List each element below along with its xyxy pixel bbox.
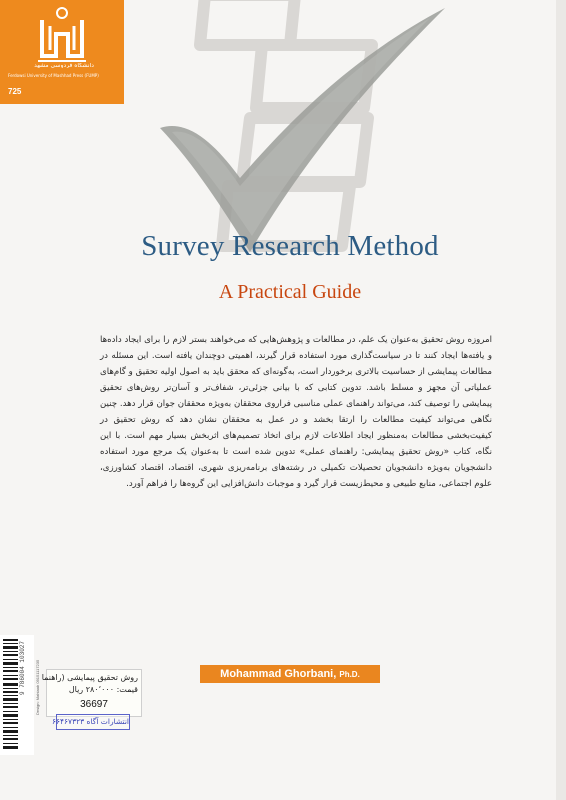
author-degree: Ph.D. bbox=[339, 670, 360, 679]
author-banner bbox=[200, 665, 380, 683]
bookshop-stamp: انتشارات آگاه ۶۶۴۶۷۳۲۳ bbox=[56, 714, 130, 730]
book-description: امروزه روش تحقیق به‌عنوان یک علم، در مطالعات و پژوهش‌هایی که می‌خواهند بستر لازم را برای ایجاد داده‌ها و یافته‌ها ایجاد کنند تا در سیاست‌گذاری مورد استفاده قرار گیرند، اهمیتی دوچندان یافته است. این مسئله در مطالعات پیمایشی از حساسیت بالاتری برخوردار است، به‌گونه‌ای که محقق باید به اصول اولیه تحقیق و گام‌های عملیاتی آن مجهز و مسلط باشد. تدوین کتابی که با بیانی جزئی‌تر، شفاف‌تر و آسان‌تر روش‌های تحقیق پیمایشی را توصیف کند، می‌تواند راهنمای عملی مناسبی فراروی محققان به‌ویژه محققان جوان قرار دهد. چنین نگاهی می‌تواند کیفیت مطالعات را ارتقا بخشد و در عمل به محققان نشان دهد که روش تحقیق در کیفیت‌بخشی مطالعات به‌منظور ایجاد اطلاعات لازم برای اتخاذ تصمیم‌های اثربخش بسیار مهم است. با این نگاه، کتاب «روش تحقیق پیمایشی: راهنمای عملی» تدوین شده است تا به‌عنوان یک مرجع مورد استفاده دانشجویان به‌ویژه دانشجویان تحصیلات تکمیلی در رشته‌های برنامه‌ریزی شهری، اقتصاد، اقتصاد کشاورزی، علوم اجتماعی، منابع طبیعی و محیط‌زیست قرار گیرد و موجبات دانش‌افزایی این گروه‌ها را فراهم آورد. bbox=[100, 335, 492, 489]
price-sticker bbox=[41, 669, 142, 717]
isbn-digits: 9 786004 103027 bbox=[19, 640, 26, 695]
sticker-code: 36697 bbox=[80, 699, 108, 710]
publisher-logo-block bbox=[0, 0, 124, 104]
publisher-name-fa: دانشگاه فردوسی مشهد bbox=[34, 63, 94, 68]
sticker-title: روش تحقیق پیمایشی (راهنما bbox=[41, 673, 138, 682]
author-name: Mohammad Ghorbani, bbox=[220, 668, 337, 680]
isbn-barcode bbox=[0, 635, 34, 755]
barcode-bars-icon bbox=[0, 635, 34, 755]
sticker-price: قیمت: ۲۸۰٬۰۰۰ ریال bbox=[68, 685, 138, 694]
university-emblem-icon bbox=[36, 6, 88, 66]
book-title: Survey Research Method bbox=[141, 230, 439, 262]
publication-number: 725 bbox=[8, 87, 22, 96]
designer-credit: Design: Mahtaab 09151117235 bbox=[35, 659, 40, 715]
publisher-name-en: Ferdowsi University of Mashhad Press (FUMP) bbox=[8, 73, 99, 78]
book-subtitle: A Practical Guide bbox=[218, 281, 362, 303]
checkbox-1-icon bbox=[200, 0, 295, 45]
